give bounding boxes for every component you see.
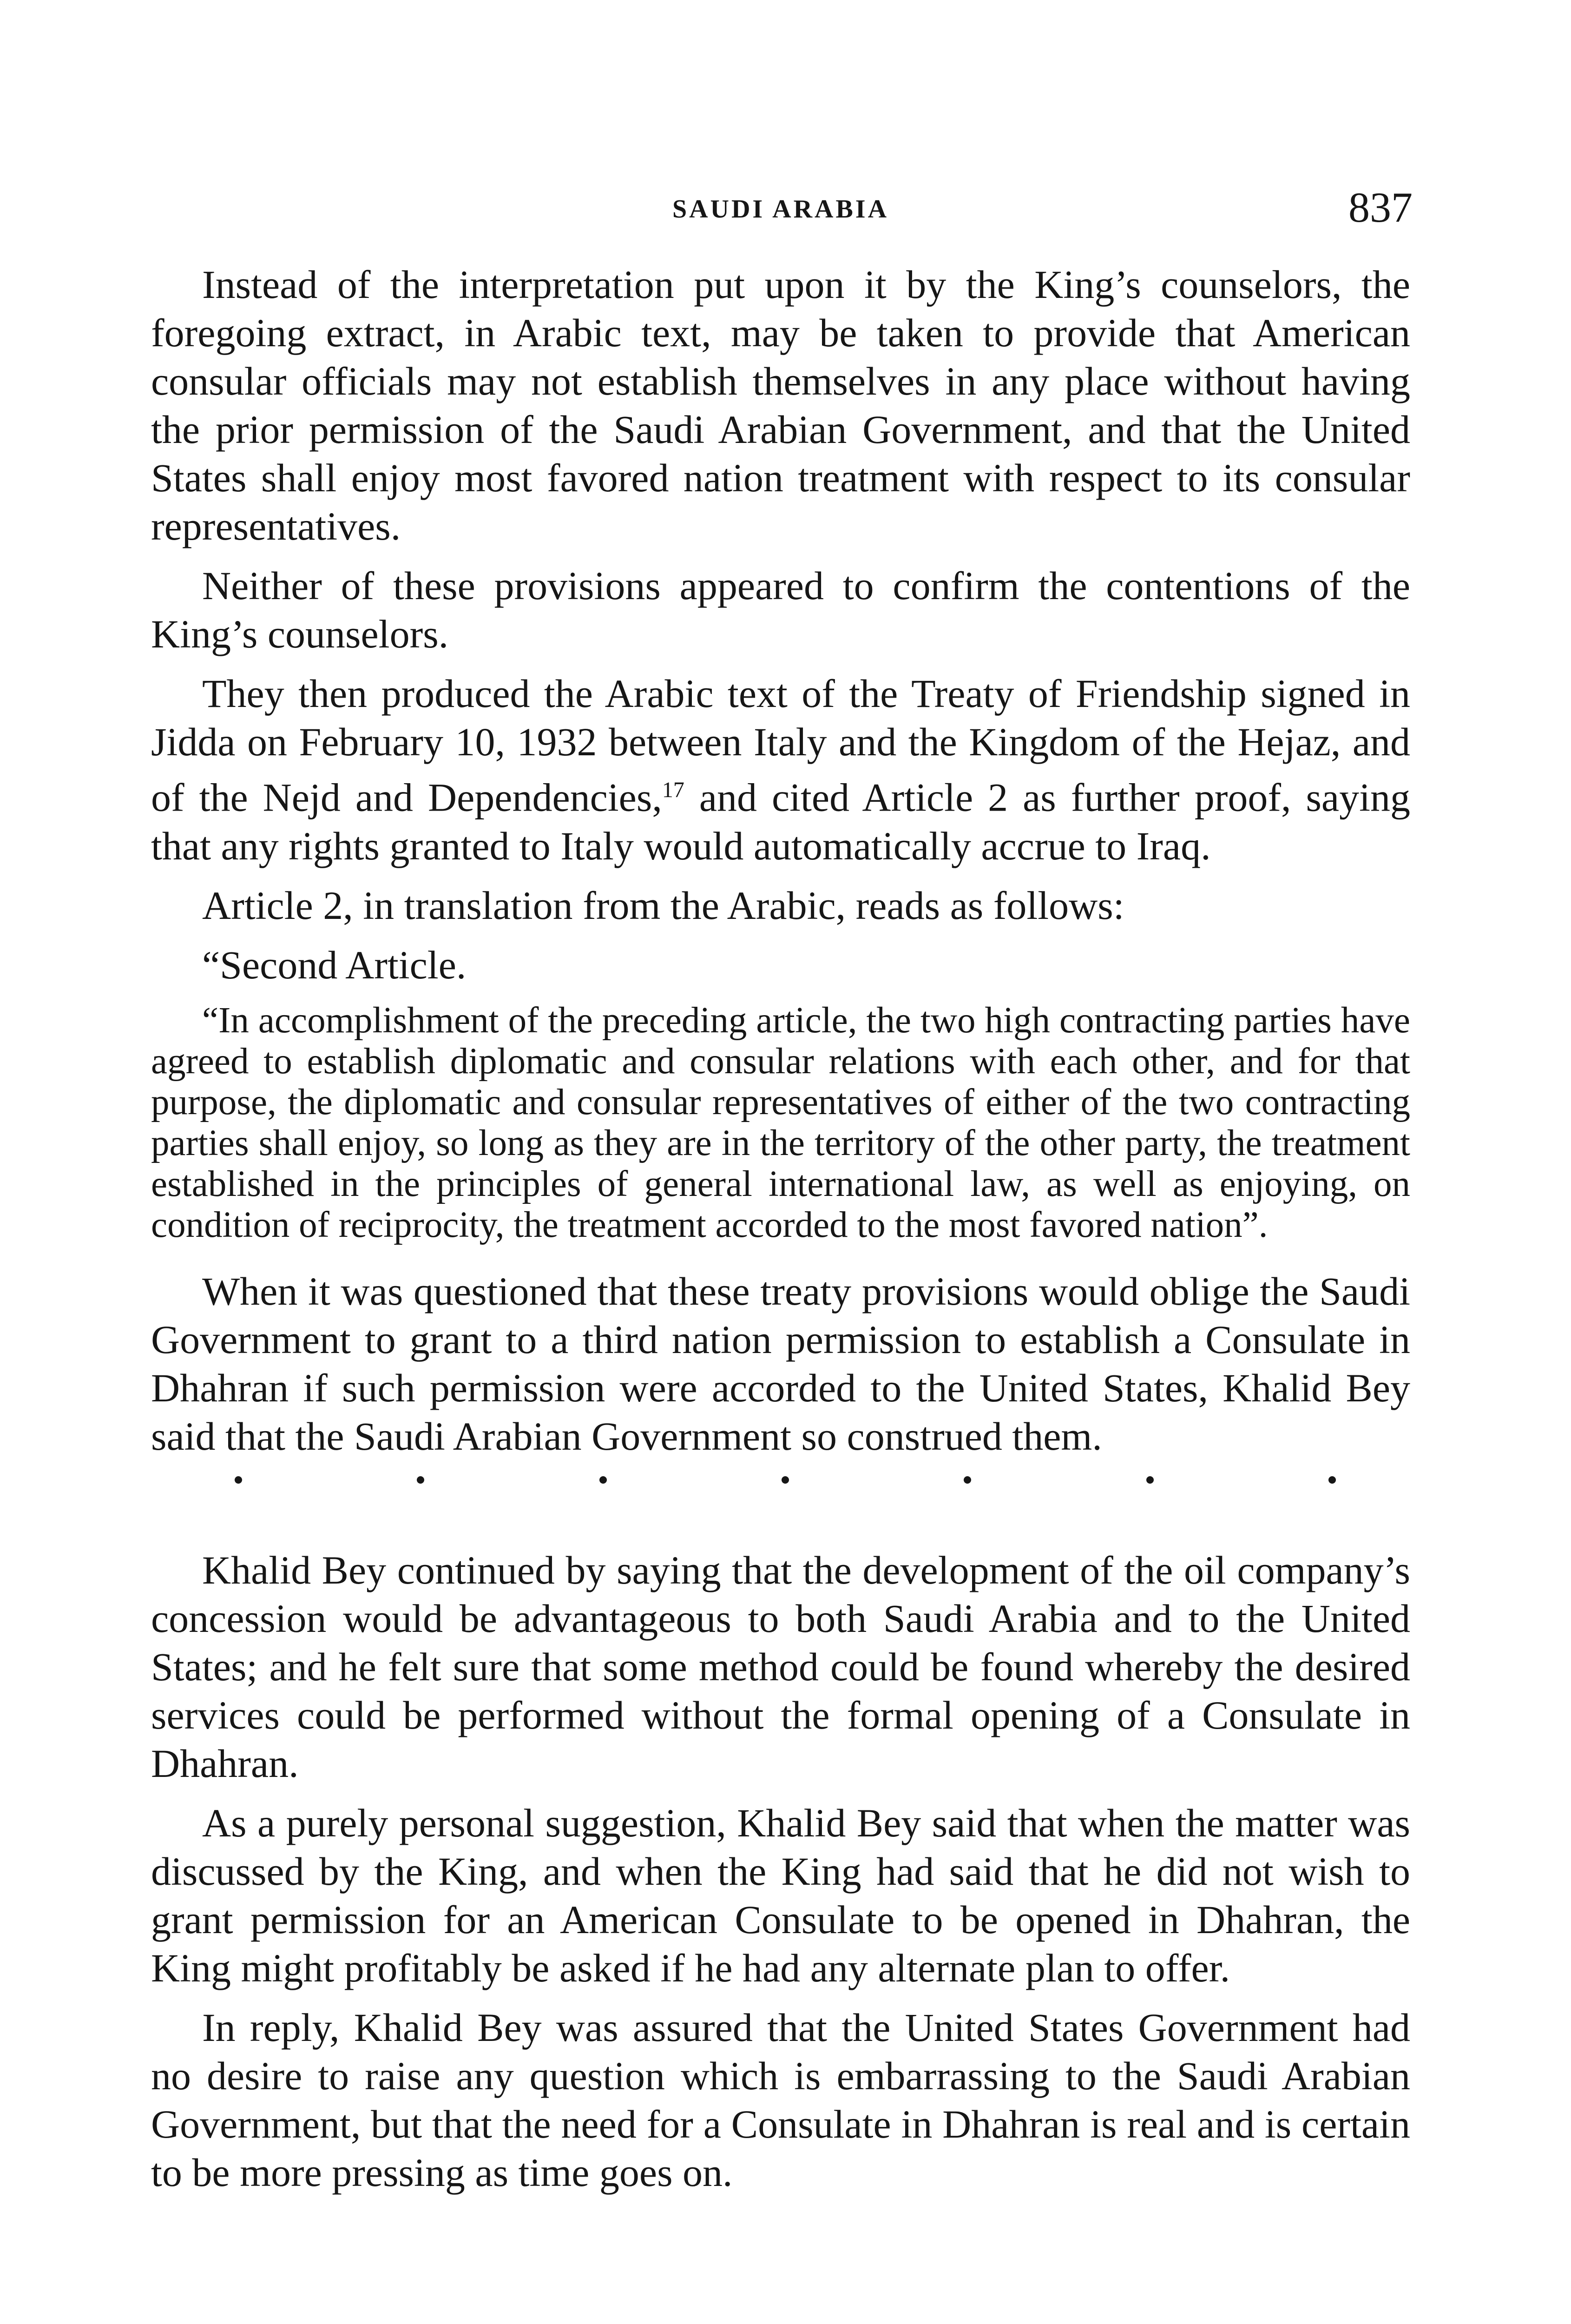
paragraph-article-2-intro: Article 2, in translation from the Arabic, reads as follows:	[202, 883, 1124, 928]
paragraph-contentions: Neither of these provisions appeared to confirm the contentions of the King’s counselors.	[151, 563, 1410, 656]
ellipsis-dot	[1328, 1476, 1336, 1484]
body-text	[151, 260, 1410, 2208]
page-number: 837	[1348, 184, 1413, 231]
treaty-text-after: and cited Article 2 as further proof, saying that any rights granted to Italy would automatically accrue to Iraq.	[151, 775, 1410, 868]
quote-label: “Second Article.	[202, 942, 467, 987]
paragraph-personal-suggestion: As a purely personal suggestion, Khalid Bey said that when the matter was discussed by the King, and when the King had said that he did not wish to grant permission for an American Consulate to be opened in Dhahran, the King might profitably be asked if he had any alternate plan to offer.	[151, 1800, 1410, 1990]
treaty-text-before: They then produced the Arabic text of the Treaty of Friendship signed in Jidda on February 10, 1932 between Italy and the Kingdom of the Hejaz, and of the Nejd and Dependencies,	[151, 671, 1410, 820]
ellipsis-dot	[964, 1476, 971, 1484]
paragraph-oil-concession: Khalid Bey continued by saying that the development of the oil company’s concession would be advantageous to both Saudi Arabia and to the United States; and he felt sure that some method could be found whereby the desired services could be performed without the formal opening of a Consulate in Dhahran.	[151, 1547, 1410, 1786]
ellipsis-dot	[417, 1476, 424, 1484]
paragraph-interpretation: Instead of the interpretation put upon it by the King’s counselors, the foregoing extract, in Arabic text, may be taken to provide that American consular officials may not establish themselves in any place without having the prior permission of the Saudi Arabian Government, and that the United States shall enjoy most favored nation treatment with respect to its consular representatives.	[151, 262, 1410, 548]
paragraph-in-reply: In reply, Khalid Bey was assured that the United States Government had no desire to raise any question which is embarrassing to the Saudi Arabian Government, but that the need for a Consulate in Dhahran is real and is certain to be more pressing as time goes on.	[151, 2005, 1410, 2195]
ellipsis-dot	[782, 1476, 789, 1484]
page-header	[149, 186, 1413, 242]
ellipsis-separator	[151, 1476, 1410, 1495]
running-head: SAUDI ARABIA	[672, 195, 889, 224]
quote-article-text: “In accomplishment of the preceding article, the two high contracting parties have agreed to establish diplomatic and consular relations with each other, and for that purpose, the diplomatic and consular representatives of either of the two contracting parties shall enjoy, so long as they are in the territory of the other party, the treatment established in the principles of general international law, as well as enjoying, on condition of reciprocity, the treatment accorded to the most favored nation”.	[151, 1000, 1410, 1245]
footnote-reference: 17	[662, 778, 684, 802]
ellipsis-dot	[599, 1476, 607, 1484]
paragraph-third-nation: When it was questioned that these treaty provisions would oblige the Saudi Government to grant to a third nation permission to establish a Consulate in Dhahran if such permission were accorded to the United States, Khalid Bey said that the Saudi Arabian Government so construed them.	[151, 1268, 1410, 1459]
paragraph-treaty-of-friendship	[151, 669, 1410, 870]
ellipsis-dot	[1146, 1476, 1154, 1484]
ellipsis-dot	[235, 1476, 242, 1484]
